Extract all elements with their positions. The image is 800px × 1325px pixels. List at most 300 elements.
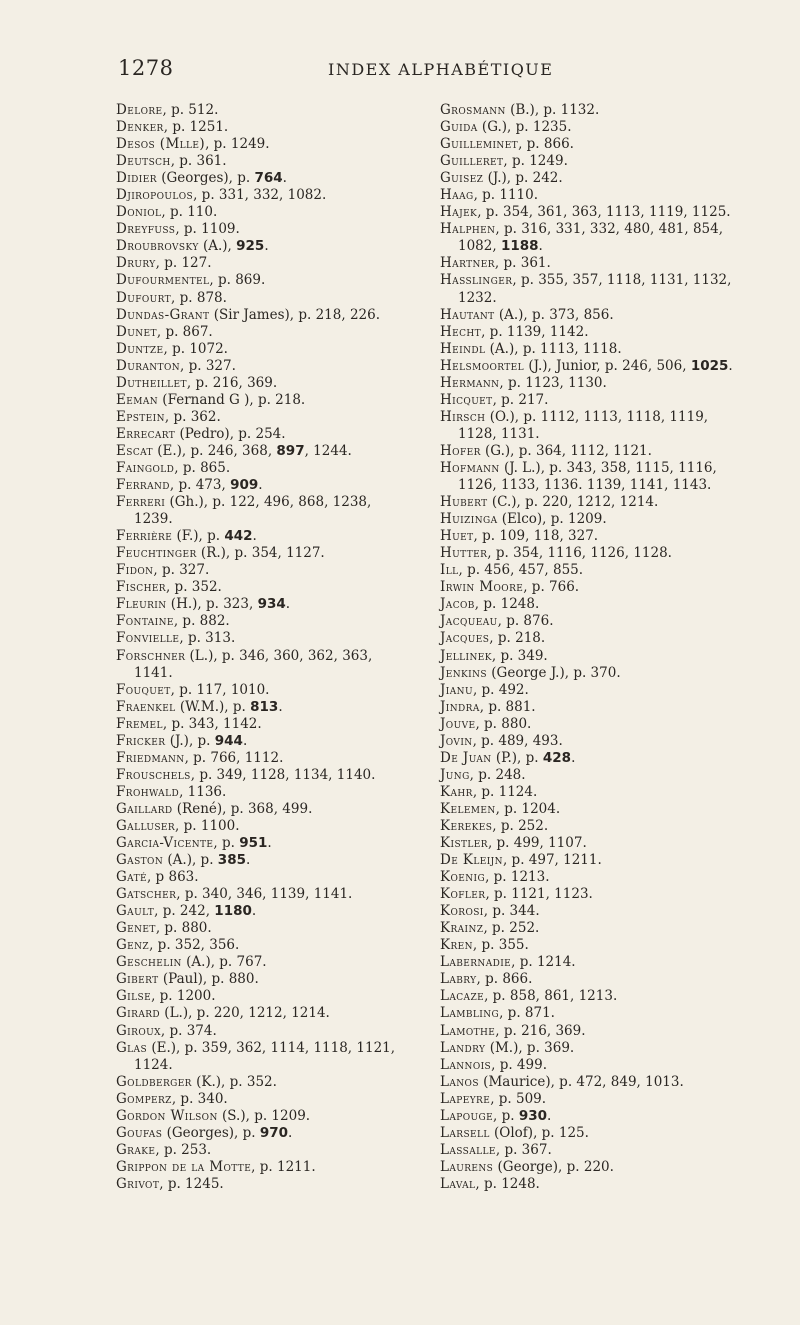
index-entry	[440, 596, 750, 613]
entry-name: Hajek	[440, 204, 478, 221]
entry-pages: , p. 367.	[495, 1141, 552, 1158]
index-entry	[116, 1023, 408, 1040]
entry-name: Gaté	[116, 869, 147, 886]
entry-main-page: 970	[259, 1124, 289, 1141]
entry-pages: , p. 1100.	[175, 817, 240, 834]
entry-name: Fremel	[116, 715, 163, 732]
entry-name: Korosi	[440, 903, 484, 920]
entry-pages: , p. 867.	[156, 323, 213, 340]
entry-name: Ill	[440, 562, 459, 579]
entry-pages: , p. 354, 361, 363, 1113, 1119, 1125.	[477, 204, 731, 221]
entry-main-page: 1188	[500, 238, 539, 255]
entry-name: Landry	[440, 1039, 486, 1056]
index-entry	[440, 613, 750, 630]
entry-pages: , p. 242,	[154, 903, 215, 920]
entry-pages: (Gh.), p. 122, 496, 868, 1238, 1239.	[134, 494, 372, 528]
entry-name: Hartner	[440, 255, 495, 272]
entry-name: Lapouge	[440, 1107, 494, 1124]
entry-pages: , p. 217.	[492, 391, 549, 408]
entry-name: Denker	[116, 119, 164, 136]
index-entry	[440, 1040, 750, 1057]
entry-pages: , p. 512.	[162, 102, 219, 118]
index-entry	[116, 153, 408, 170]
entry-name: Hasslinger	[440, 272, 513, 289]
entry-pages: , p. 216, 369.	[495, 1022, 586, 1039]
index-entry	[440, 1125, 750, 1142]
entry-pages: , p. 1072.	[163, 340, 228, 357]
entry-name: Hofer	[440, 442, 481, 459]
entry-pages: , p. 343, 1142.	[162, 715, 262, 732]
index-column-right	[440, 102, 750, 1193]
entry-pages: , p. 1139, 1142.	[481, 323, 589, 340]
entry-name: Laval	[440, 1175, 476, 1192]
index-entry	[440, 835, 750, 852]
entry-pages: , p. 499, 1107.	[487, 835, 587, 852]
index-entry	[116, 630, 408, 647]
entry-name: Kahr	[440, 783, 473, 800]
index-entry	[116, 358, 408, 375]
entry-name: Hicquet	[440, 391, 493, 408]
entry-name: Gaston	[116, 852, 164, 869]
entry-name: Goldberger	[116, 1073, 192, 1090]
entry-name: Kofler	[440, 886, 486, 903]
entry-name: Garcia-Vicente	[116, 835, 214, 852]
index-entry	[440, 1091, 750, 1108]
entry-pages: (Pedro), p. 254.	[175, 425, 286, 442]
index-entry	[440, 1159, 750, 1176]
entry-pages: (M.), p. 369.	[485, 1039, 575, 1056]
index-entry	[116, 699, 408, 716]
index-entry	[440, 187, 750, 204]
entry-pages: (A.), p. 373, 856.	[494, 306, 614, 323]
entry-pages: , p. 110.	[161, 204, 218, 221]
entry-name: Ferrand	[116, 477, 170, 494]
entry-name: Ferrière	[116, 528, 173, 545]
entry-pages: (Elco), p. 1209.	[497, 511, 607, 528]
index-entry	[440, 545, 750, 562]
index-entry	[116, 613, 408, 630]
entry-main-page: 930	[518, 1107, 548, 1124]
index-entry	[440, 528, 750, 545]
index-entry	[440, 852, 750, 869]
index-entry	[116, 272, 408, 289]
index-entry	[440, 801, 750, 818]
entry-pages: , p. 878.	[171, 289, 227, 306]
entry-name: Dunet	[116, 323, 157, 340]
index-entry	[440, 153, 750, 170]
entry-pages: , p. 871.	[499, 1005, 555, 1022]
index-entry	[116, 971, 408, 988]
index-entry	[116, 988, 408, 1005]
entry-pages: , p. 316, 331, 332, 480, 481, 854, 1082,	[458, 221, 724, 255]
entry-name: Ferreri	[116, 494, 166, 511]
entry-name: Goufas	[116, 1124, 163, 1141]
entry-name: Grivot	[116, 1175, 160, 1192]
entry-name: Fraenkel	[116, 698, 176, 715]
index-entry	[440, 767, 750, 784]
entry-name: Fidon	[116, 562, 154, 579]
index-entry	[116, 596, 408, 613]
entry-name: Fonvielle	[116, 630, 180, 647]
index-entry	[116, 136, 408, 153]
entry-pages: , p. 1200.	[151, 988, 216, 1005]
index-entry	[440, 699, 750, 716]
entry-pages: (George J.), p. 370.	[486, 664, 621, 681]
index-entry	[116, 648, 408, 682]
entry-pages: , p. 456, 457, 855.	[458, 562, 584, 579]
entry-name: Guida	[440, 119, 478, 136]
entry-pages: , p. 1109.	[175, 221, 240, 238]
entry-pages: , p. 327.	[180, 357, 236, 374]
index-entry	[116, 102, 408, 119]
entry-pages: , p. 766.	[523, 579, 580, 596]
entry-name: Faingold	[116, 459, 175, 476]
entry-pages: , p. 880.	[155, 920, 212, 937]
entry-name: Gatscher	[116, 886, 177, 903]
entry-name: Glas	[116, 1039, 148, 1056]
entry-pages: , p. 1121, 1123.	[485, 886, 593, 903]
entry-pages: , p. 766, 1112.	[184, 749, 284, 766]
entry-name: Didier	[116, 170, 157, 187]
index-entry	[116, 954, 408, 971]
entry-pages: (R.), p. 354, 1127.	[196, 545, 325, 562]
entry-name: Dufourt	[116, 289, 172, 306]
entry-pages: , p. 869.	[209, 272, 266, 289]
index-entry	[116, 886, 408, 903]
entry-main-page: 1180	[214, 903, 252, 920]
index-entry	[116, 324, 408, 341]
entry-name: Jovin	[440, 732, 473, 749]
entry-name: Fricker	[116, 732, 166, 749]
index-entry	[116, 1005, 408, 1022]
entry-pages-tail: .	[538, 238, 543, 255]
entry-name: Delore	[116, 102, 163, 118]
entry-pages: (J.), p. 242.	[483, 170, 563, 187]
index-entry	[440, 648, 750, 665]
entry-name: Fontaine	[116, 613, 174, 630]
index-entry	[116, 920, 408, 937]
entry-pages: , p. 127.	[155, 255, 212, 272]
index-entry	[116, 562, 408, 579]
index-entry	[440, 886, 750, 903]
entry-pages: , p. 865.	[174, 459, 231, 476]
index-entry	[440, 1142, 750, 1159]
entry-pages: (S.), p. 1209.	[217, 1107, 311, 1124]
entry-name: Lassalle	[440, 1141, 496, 1158]
index-entry	[116, 1176, 408, 1193]
entry-pages: (A.), p.	[163, 852, 218, 869]
entry-pages: , p. 1123, 1130.	[499, 374, 607, 391]
entry-pages: (A.), p. 1113, 1118.	[485, 340, 622, 357]
entry-pages: (E.), p. 246, 368,	[152, 442, 277, 459]
index-entry	[116, 750, 408, 767]
index-entry	[440, 102, 750, 119]
index-entry	[116, 852, 408, 869]
entry-main-page: 944	[214, 732, 243, 749]
entry-pages: (A.), p. 767.	[181, 954, 267, 971]
running-title: INDEX ALPHABÉTIQUE	[328, 60, 554, 79]
entry-pages: (P.), p.	[491, 749, 543, 766]
entry-name: Guilleminet	[440, 136, 519, 153]
entry-pages: , p. 253.	[155, 1141, 212, 1158]
entry-name: Genz	[116, 937, 150, 954]
entry-pages: (L.), p. 220, 1212, 1214.	[160, 1005, 330, 1022]
entry-pages: , p. 252.	[483, 920, 540, 937]
entry-name: Jung	[440, 766, 470, 783]
entry-pages: (F.), p.	[172, 528, 225, 545]
index-entry	[116, 290, 408, 307]
index-entry	[440, 1005, 750, 1022]
entry-pages: , p. 352.	[165, 579, 222, 596]
index-entry	[440, 716, 750, 733]
index-entry	[116, 392, 408, 409]
entry-pages: , p. 473,	[169, 477, 231, 494]
index-entry	[440, 324, 750, 341]
index-entry	[440, 375, 750, 392]
index-entry	[116, 307, 408, 324]
entry-pages: , p. 349.	[491, 647, 548, 664]
index-entry	[440, 443, 750, 460]
entry-pages-tail: .	[278, 698, 283, 715]
entry-pages: , p. 248.	[469, 766, 526, 783]
entry-name: Dufourmentel	[116, 272, 210, 289]
index-entry	[116, 477, 408, 494]
index-entry	[440, 307, 750, 324]
entry-pages: , p 863.	[146, 869, 199, 886]
entry-pages: (René), p. 368, 499.	[172, 800, 313, 817]
entry-pages: (Georges), p.	[156, 170, 255, 187]
entry-name: Gomperz	[116, 1090, 172, 1107]
entry-name: Lapeyre	[440, 1090, 491, 1107]
entry-pages: , p. 327.	[153, 562, 210, 579]
index-entry	[116, 767, 408, 784]
entry-pages: (K.), p. 352.	[191, 1073, 277, 1090]
entry-pages: , p. 1124.	[472, 783, 538, 800]
index-entry	[116, 835, 408, 852]
entry-pages: , p. 1245.	[159, 1175, 224, 1192]
entry-pages: (Georges), p.	[162, 1124, 260, 1141]
entry-pages-tail: .	[251, 903, 257, 920]
index-entry	[116, 1108, 408, 1125]
entry-name: Jindra	[440, 698, 480, 715]
entry-pages: (O.), p. 1112, 1113, 1118, 1119, 1128, 1131.	[458, 408, 709, 442]
entry-pages: , p. 489, 493.	[472, 732, 563, 749]
entry-name: Gaillard	[116, 800, 173, 817]
entry-name: Laurens	[440, 1158, 494, 1175]
entry-pages: , p. 1249.	[205, 136, 270, 153]
entry-pages: , p. 361.	[170, 153, 227, 170]
entry-name: Djiropoulos	[116, 187, 194, 204]
entry-name: Jenkins	[440, 664, 487, 681]
entry-name: Helsmoortel	[440, 357, 525, 374]
index-entry	[440, 1074, 750, 1091]
index-entry	[116, 801, 408, 818]
entry-pages: , 1136.	[179, 783, 227, 800]
entry-pages: , p. 1204.	[495, 800, 561, 817]
entry-pages: , p. 340.	[171, 1090, 228, 1107]
index-entry	[440, 937, 750, 954]
entry-name: Jacqueau	[440, 613, 498, 630]
index-entry	[440, 255, 750, 272]
entry-name: Frouschels	[116, 766, 191, 783]
entry-name: Jianu	[440, 681, 473, 698]
entry-pages: , p. 866.	[476, 971, 533, 988]
entry-pages: (Maurice), p. 472, 849, 1013.	[478, 1073, 684, 1090]
index-entry	[440, 392, 750, 409]
entry-main-page: 909	[230, 477, 259, 494]
index-entry	[116, 460, 408, 477]
entry-pages: , p. 882.	[173, 613, 230, 630]
index-entry	[440, 511, 750, 528]
entry-name: Jellinek	[440, 647, 492, 664]
entry-main-page: 428	[542, 749, 572, 766]
entry-pages: (G.), p. 364, 1112, 1121.	[480, 442, 652, 459]
entry-pages-tail: .	[728, 357, 733, 374]
entry-pages: , p. 499.	[491, 1056, 547, 1073]
entry-pages-tail: .	[285, 596, 291, 613]
page-number: 1278	[118, 56, 174, 80]
entry-name: Kistler	[440, 835, 488, 852]
entry-name: Dundas-Grant	[116, 306, 210, 323]
entry-name: Heindl	[440, 340, 486, 357]
entry-name: Feuchtinger	[116, 545, 197, 562]
index-entry	[116, 528, 408, 545]
index-entry	[440, 682, 750, 699]
index-entry	[116, 221, 408, 238]
entry-name: Forschner	[116, 647, 186, 664]
entry-name: Galluser	[116, 817, 176, 834]
index-entry	[116, 426, 408, 443]
entry-pages-tail: .	[245, 852, 251, 869]
entry-main-page: 897	[276, 442, 305, 459]
entry-name: Halphen	[440, 221, 496, 238]
entry-pages: (J.), p.	[165, 732, 215, 749]
entry-main-page: 925	[236, 238, 265, 255]
entry-pages: (E.), p. 359, 362, 1114, 1118, 1121, 1124.	[134, 1039, 396, 1073]
index-entry	[440, 750, 750, 767]
entry-pages-tail: , 1244.	[304, 442, 352, 459]
entry-pages: (G.), p. 1235.	[477, 119, 572, 136]
entry-name: Errecart	[116, 425, 176, 442]
entry-name: Lamothe	[440, 1022, 496, 1039]
index-entry	[116, 579, 408, 596]
entry-pages: , p. 361.	[494, 255, 551, 272]
entry-pages: , p. 1110.	[473, 187, 539, 204]
entry-name: Grake	[116, 1141, 156, 1158]
entry-pages: , p. 881.	[479, 698, 536, 715]
entry-name: Huet	[440, 528, 474, 545]
entry-pages: , p. 492.	[472, 681, 529, 698]
entry-name: Labry	[440, 971, 477, 988]
index-entry	[440, 818, 750, 835]
entry-pages: , p. 218.	[489, 630, 546, 647]
index-entry	[440, 221, 750, 255]
index-entry	[116, 238, 408, 255]
index-entry	[116, 341, 408, 358]
index-entry	[116, 409, 408, 426]
index-entry	[116, 494, 408, 528]
entry-pages: , p. 866.	[518, 136, 574, 153]
entry-name: Escat	[116, 442, 153, 459]
index-entry	[440, 971, 750, 988]
index-entry	[440, 1176, 750, 1193]
entry-name: Jouve	[440, 715, 476, 732]
entry-name: Grosmann	[440, 102, 506, 118]
entry-pages-tail: .	[267, 835, 272, 852]
entry-name: Kerekes	[440, 817, 493, 834]
index-entry	[440, 409, 750, 443]
index-entry	[116, 204, 408, 221]
entry-name: Lacaze	[440, 988, 485, 1005]
entry-name: Gordon Wilson	[116, 1107, 218, 1124]
index-entry	[116, 682, 408, 699]
entry-name: Guisez	[440, 170, 484, 187]
entry-pages-tail: .	[547, 1107, 552, 1124]
entry-pages: , p. 216, 369.	[186, 374, 278, 391]
entry-name: Gilse	[116, 988, 152, 1005]
index-entry	[440, 562, 750, 579]
entry-name: Hermann	[440, 374, 500, 391]
entry-pages: , p. 352, 356.	[149, 937, 240, 954]
index-entry	[440, 341, 750, 358]
index-entry	[116, 1091, 408, 1108]
entry-main-page: 1025	[690, 357, 729, 374]
entry-pages: , p. 876.	[497, 613, 554, 630]
entry-pages-tail: .	[242, 732, 248, 749]
entry-pages: , p.	[493, 1107, 519, 1124]
entry-pages: (B.), p. 1132.	[505, 102, 600, 118]
entry-name: De Kleijn	[440, 852, 503, 869]
index-entry	[440, 170, 750, 187]
entry-pages: , p. 497, 1211.	[502, 852, 602, 869]
entry-pages: (Paul), p. 880.	[158, 971, 259, 988]
entry-pages-tail: .	[258, 477, 263, 494]
entry-name: Dutheillet	[116, 374, 187, 391]
index-entry	[116, 119, 408, 136]
index-entry	[440, 665, 750, 682]
entry-name: Lanos	[440, 1073, 479, 1090]
entry-pages-tail: .	[571, 749, 576, 766]
index-entry	[440, 1057, 750, 1074]
entry-name: Gibert	[116, 971, 159, 988]
entry-pages: , p. 349, 1128, 1134, 1140.	[190, 766, 376, 783]
entry-pages: (J.), Junior, p. 246, 506,	[524, 357, 691, 374]
index-entry	[440, 136, 750, 153]
index-entry	[440, 119, 750, 136]
entry-name: Droubrovsky	[116, 238, 199, 255]
entry-name: Jacob	[440, 596, 475, 613]
entry-pages: , p. 354, 1116, 1126, 1128.	[487, 545, 672, 562]
entry-name: Deutsch	[116, 153, 171, 170]
entry-name: Fouquet	[116, 681, 171, 698]
index-entry	[440, 903, 750, 920]
entry-name: Eeman	[116, 391, 159, 408]
entry-main-page: 813	[250, 698, 279, 715]
index-entry	[440, 272, 750, 306]
index-entry	[440, 358, 750, 375]
entry-name: Jacques	[440, 630, 490, 647]
entry-pages: (Olof), p. 125.	[489, 1124, 589, 1141]
index-entry	[116, 903, 408, 920]
entry-pages: , p. 362.	[164, 408, 221, 425]
entry-pages: , p. 109, 118, 327.	[473, 528, 599, 545]
entry-name: Hutter	[440, 545, 488, 562]
index-entry	[440, 988, 750, 1005]
entry-pages: , p. 1214.	[511, 954, 576, 971]
index-entry	[116, 255, 408, 272]
entry-pages-tail: .	[288, 1124, 293, 1141]
entry-name: Friedmann	[116, 749, 185, 766]
